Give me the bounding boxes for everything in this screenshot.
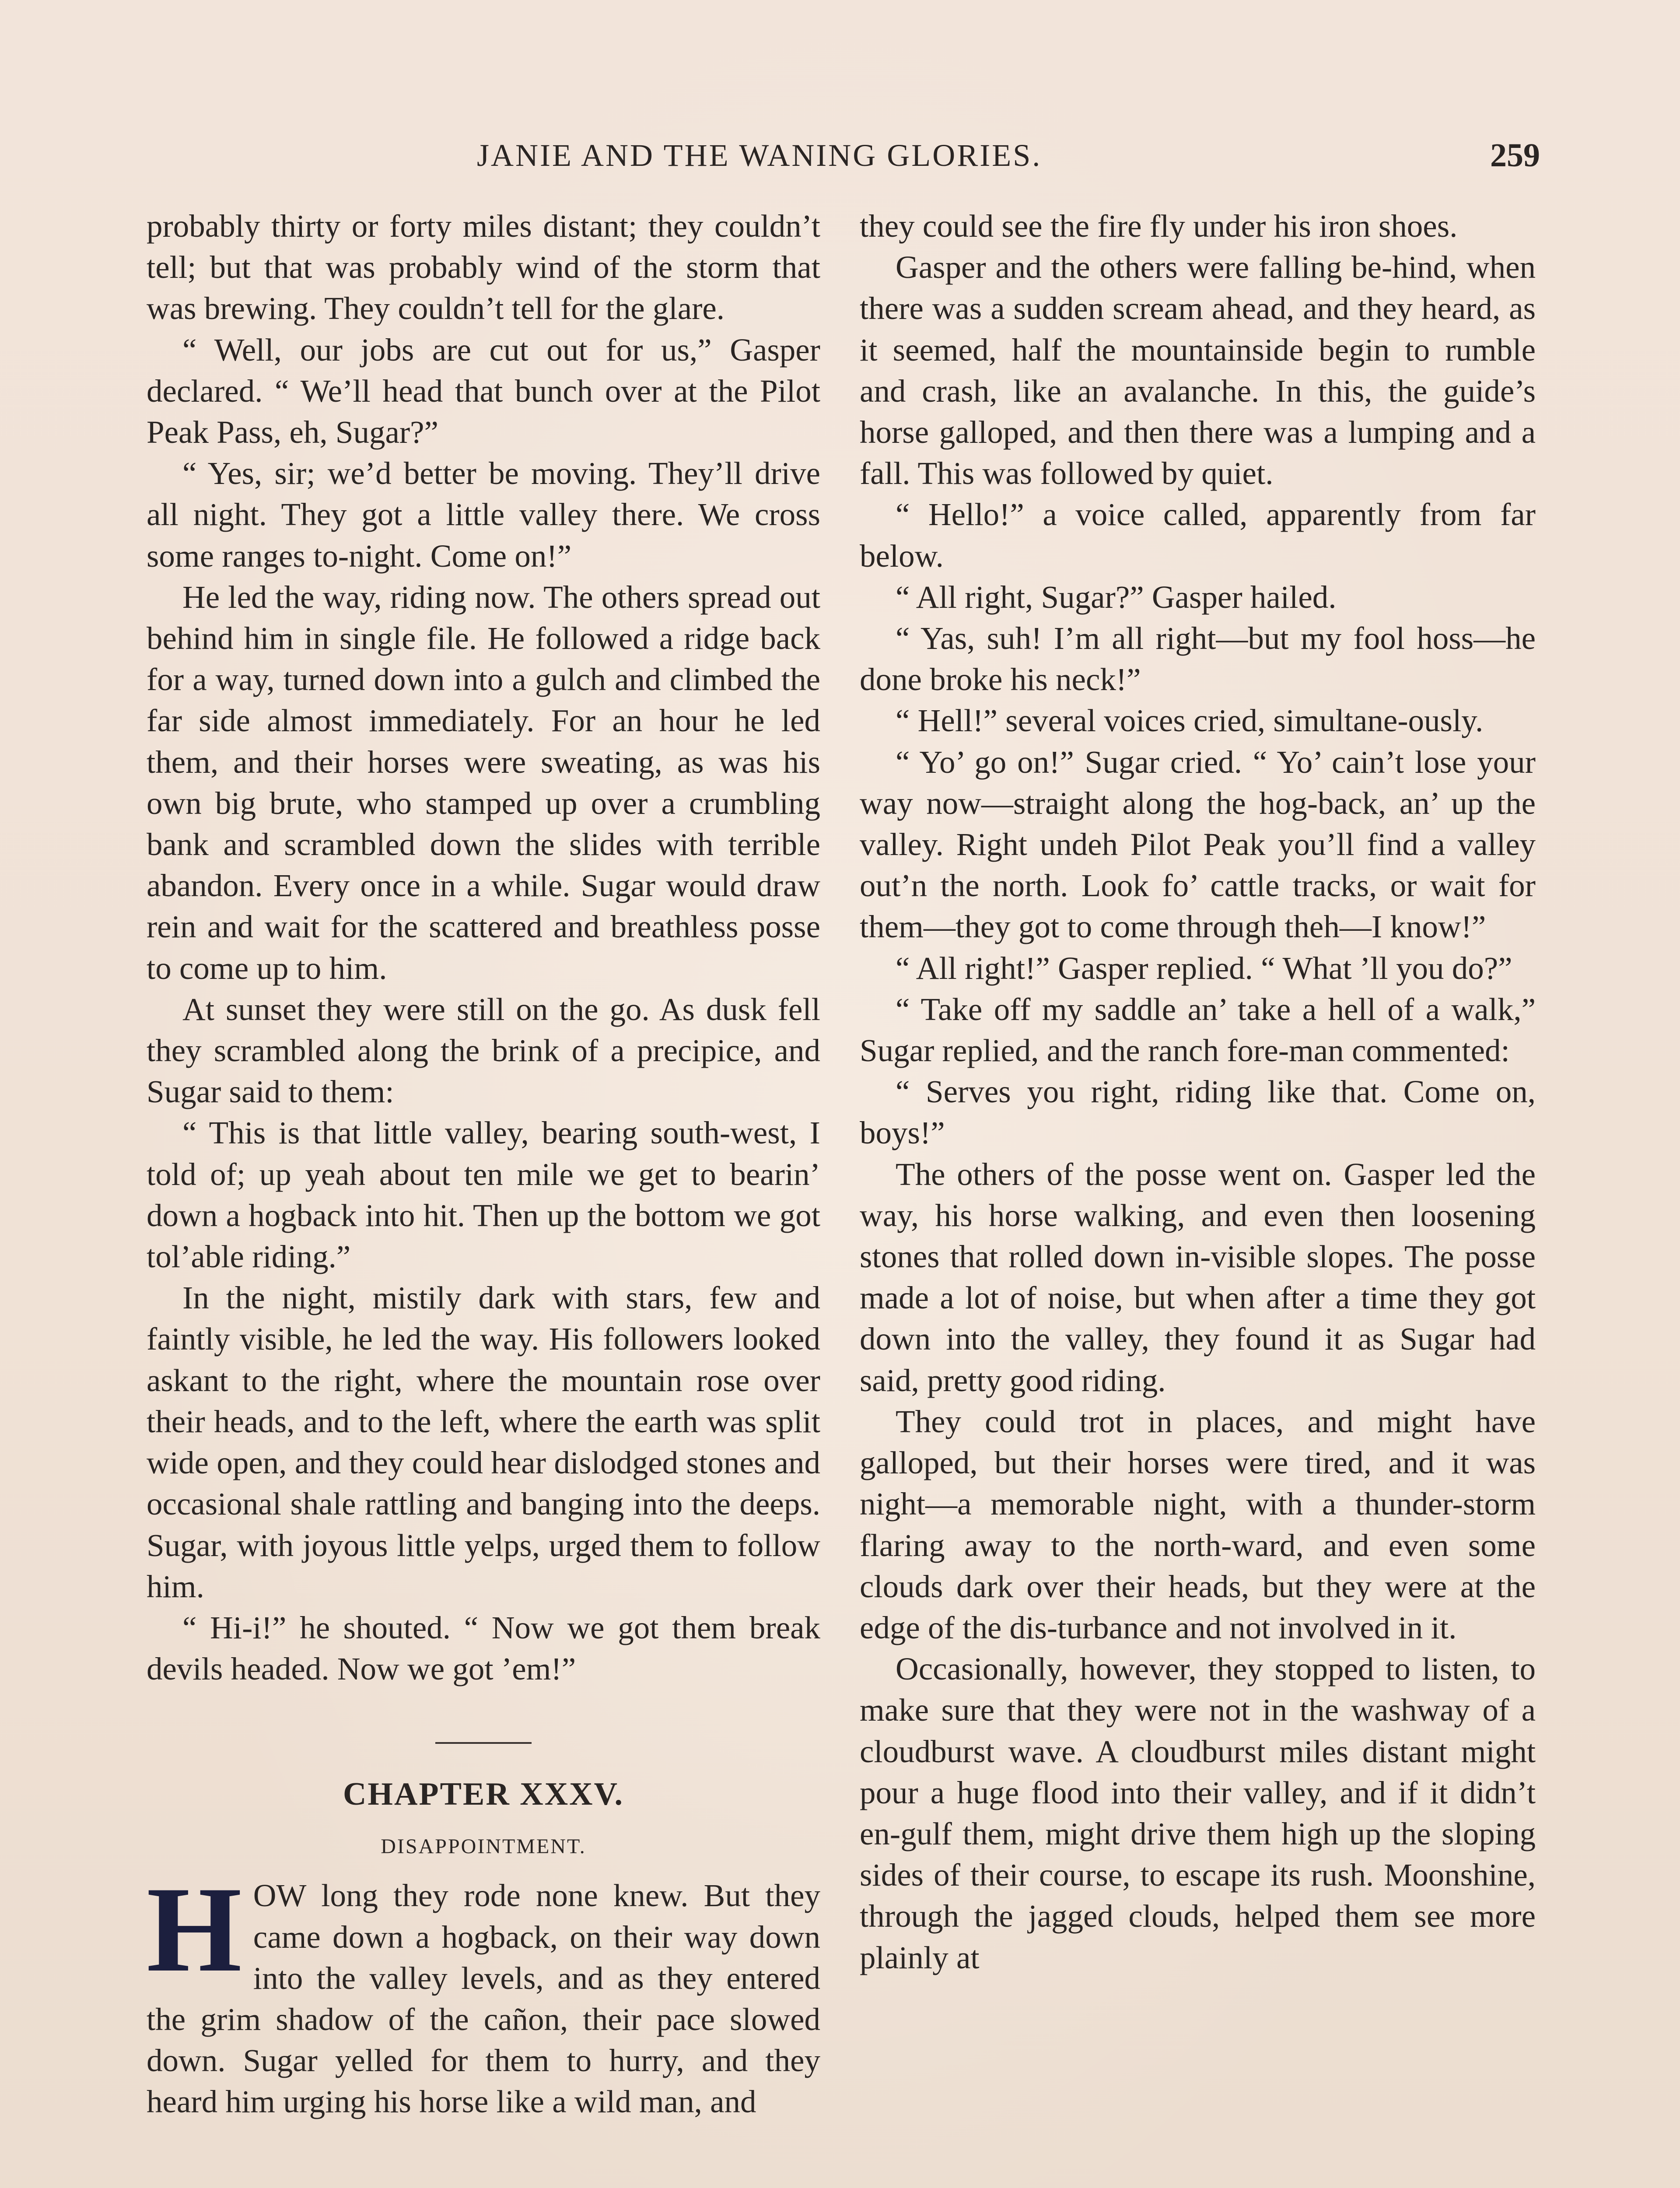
paragraph: At sunset they were still on the go. As dusk fell they scrambled along the brink of a precipice, and Sugar said to them: [147, 991, 820, 1110]
chapter-first-paragraph [147, 1861, 820, 2122]
paragraph: “ Hello!” a voice called, apparently from far below. [860, 497, 1536, 574]
paragraph: Occasionally, however, they stopped to listen, to make sure that they were not in the washway of a cloudburst wave. A cloudburst miles distant might pour a huge flood into their valley, and if it didn’t en-gulf them, might drive them high up the sloping sides of their course, to escape its rush. Moonshine, through the jagged clouds, helped them see more plainly at [860, 1651, 1536, 1975]
drop-cap: H [147, 1861, 242, 1998]
paragraph: “ Well, our jobs are cut out for us,” Gasper declared. “ We’ll head that bunch over at the Pilot Peak Pass, eh, Sugar?” [147, 332, 820, 450]
paragraph: The others of the posse went on. Gasper led the way, his horse walking, and even then loosening stones that rolled down in-visible slopes. The posse made a lot of noise, but when after a time they got down into the valley, they found it as Sugar had said, pretty good riding. [860, 1156, 1536, 1398]
paragraph: He led the way, riding now. The others spread out behind him in single file. He followed a ridge back for a way, turned down into a gulch and climbed the far side almost immediately. For an hour he led them, and their horses were sweating, as was his own big brute, who stamped up over a crumbling bank and scrambled down the slides with terrible abandon. Every once in a while. Sugar would draw rein and wait for the scattered and breathless posse to come up to him. [147, 579, 820, 986]
paragraph: “ Yo’ go on!” Sugar cried. “ Yo’ cain’t lose your way now—straight along the hog-back, an’ up the valley. Right undeh Pilot Peak you’ll find a valley out’n the north. Look fo’ cattle tracks, or wait for them—they got to come through theh—I know!” [860, 744, 1536, 945]
paragraph: “ Yas, suh! I’m all right—but my fool hoss—he done broke his neck!” [860, 621, 1536, 698]
chapter-title: CHAPTER XXXV. [343, 1776, 624, 1813]
paragraph: “ All right!” Gasper replied. “ What ’ll you do?” [896, 950, 1512, 986]
page-number: 259 [1490, 137, 1540, 174]
chapter-subtitle: DISAPPOINTMENT. [381, 1835, 586, 1858]
paragraph: In the night, mistily dark with stars, few and faintly visible, he led the way. His followers looked askant to the right, where the mountain rose over their heads, and to the left, where the earth was split wide open, and they could hear dislodged stones and occasional shale rattling and banging into the deeps. Sugar, with joyous little yelps, urged them to follow him. [147, 1280, 820, 1604]
page-header [144, 131, 1540, 184]
paragraph: they could see the fire fly under his iron shoes. [860, 208, 1458, 244]
paragraph: “ Serves you right, riding like that. Come on, boys!” [860, 1074, 1536, 1151]
running-title: JANIE AND THE WANING GLORIES. [477, 138, 1042, 173]
left-column [147, 206, 820, 2123]
chapter-first-paragraph-text: OW long they rode none knew. But they came down a hogback, on their way down into the valley levels, and as they entered the grim shadow of the cañon, their pace slowed down. Sugar yelled for them to hurry, and they heard him urging his horse like a wild man, and [147, 1878, 820, 2120]
paragraph: “ This is that little valley, bearing south-west, I told of; up yeah about ten mile we get to bearin’ down a hogback into hit. Then up the bottom we got tol’able riding.” [147, 1115, 820, 1275]
paragraph: probably thirty or forty miles distant; they couldn’t tell; but that was probably wind of the storm that was brewing. They couldn’t tell for the glare. [147, 208, 820, 326]
paragraph: “ All right, Sugar?” Gasper hailed. [896, 579, 1337, 615]
right-column [860, 206, 1536, 1978]
paragraph: “ Yes, sir; we’d better be moving. They’ll drive all night. They got a little valley there. We cross some ranges to-night. Come on!” [147, 456, 820, 574]
paragraph: “ Hell!” several voices cried, simultane-ously. [896, 703, 1484, 739]
paragraph: “ Take off my saddle an’ take a hell of a walk,” Sugar replied, and the ranch fore-man commented: [860, 991, 1536, 1069]
paragraph: They could trot in places, and might have galloped, but their horses were tired, and it was night—a memorable night, with a thunder-storm flaring away to the north-ward, and even some clouds dark over their heads, but they were at the edge of the dis-turbance and not involved in it. [860, 1403, 1536, 1645]
paragraph: “ Hi-i!” he shouted. “ Now we got them break devils headed. Now we got ’em!” [147, 1609, 820, 1687]
section-divider [435, 1742, 532, 1744]
paragraph: Gasper and the others were falling be-hind, when there was a sudden scream ahead, and they heard, as it seemed, half the mountainside begin to rumble and crash, like an avalanche. In this, the guide’s horse galloped, and then there was a lumping and a fall. This was followed by quiet. [860, 249, 1536, 491]
